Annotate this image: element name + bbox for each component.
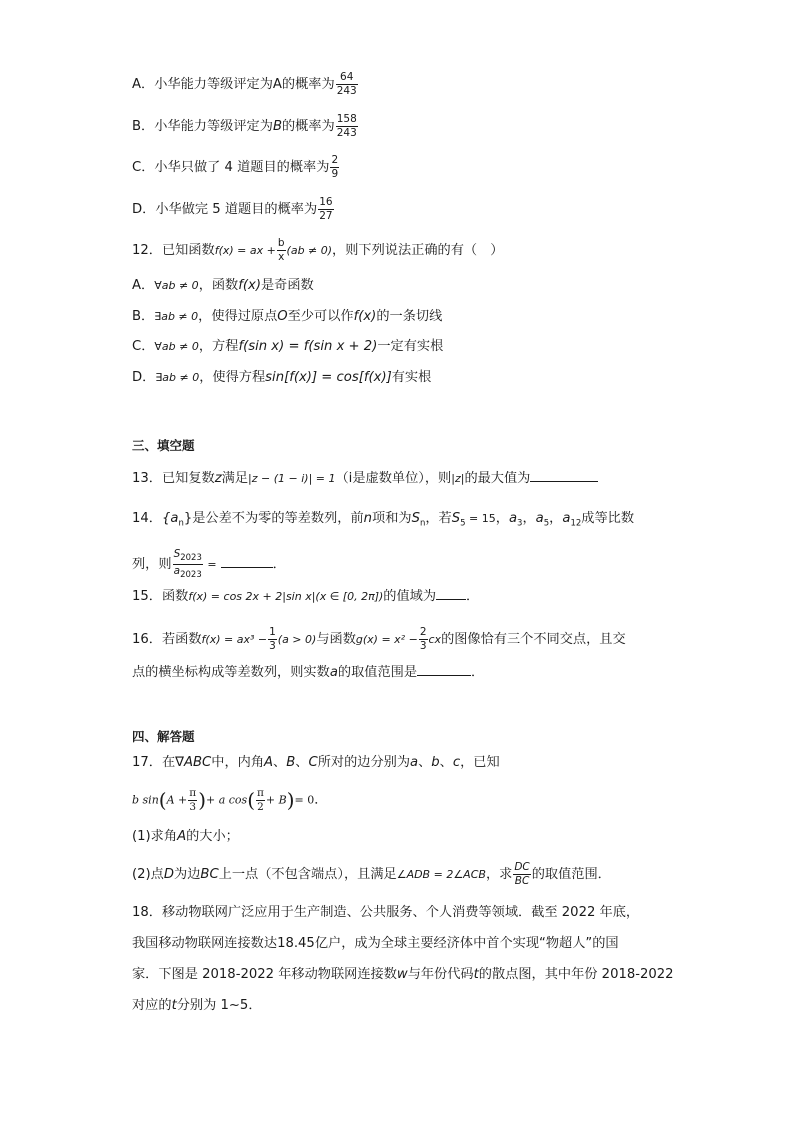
fraction: $\frac{2}{9}$	[331, 154, 339, 180]
q18-line3: 家．下图是 2018-2022 年移动物联网连接数w与年份代码t的散点图，其中年份 2018-2022	[132, 967, 674, 982]
fraction: $\frac{158}{243}$	[336, 113, 357, 139]
q11-option-c: C．小华只做了 4 道题目的概率为 $\frac{2}{9}$	[132, 154, 339, 180]
fraction: $\frac{2}{3}$	[419, 626, 427, 652]
answer-blank[interactable]	[221, 555, 273, 568]
fraction: $\frac{S_{2023}}{a_{2023}}$	[173, 548, 202, 580]
q15: 15．函数f(x) = cos 2x + 2|sin x|(x ∈ [0, 2π])的值域为 ．	[132, 589, 480, 604]
q13: 13．已知复数z满足|z − (1 − i)| = 1（i是虚数单位），则|z|的最大值为	[132, 469, 598, 488]
q12-option-a: A．∀ab ≠ 0，函数f(x)是奇函数	[132, 278, 314, 293]
q12-stem: 12．已知函数f(x) = ax + $\frac{b}{x}$ (ab ≠ 0)，则下列说法正确的有（ ）	[132, 237, 504, 263]
q11-option-b: B．小华能力等级评定为B的概率为 $\frac{158}{243}$	[132, 113, 357, 139]
fraction: $\frac{64}{243}$	[336, 71, 357, 97]
q18-line1: 18．移动物联网广泛应用于生产制造、公共服务、个人消费等领域．截至 2022 年底，	[132, 905, 640, 920]
q14-line1: 14．$\{a_n\}$是公差不为零的等差数列，前n项和为$S_n$，若$S_5 = 15$，$a_3$，$a_5$，$a_{12}$成等比数	[132, 511, 635, 529]
q14-line2: 列，则 $\frac{S_{2023}}{a_{2023}}$ = ．	[132, 548, 286, 580]
q18-line4: 对应的t分别为 1~5．	[132, 998, 262, 1013]
q16-line2: 点的横坐标构成等差数列，则实数a的取值范围是 ．	[132, 665, 485, 680]
fraction: $\frac{\pi}{3}$	[189, 787, 197, 813]
q17-equation: b sin(A + $\frac{\pi}{3}$ )+ a cos( $\frac{\pi}{2}$ + B)= 0．	[132, 787, 328, 813]
fraction: $\frac{16}{27}$	[319, 196, 333, 222]
q12-option-b: B．∃ab ≠ 0，使得过原点O至少可以作f(x)的一条切线	[132, 309, 443, 324]
fraction: $\frac{DC}{BC}$	[514, 861, 530, 887]
q12-option-d: D．∃ab ≠ 0，使得方程sin[f(x)] = cos[f(x)]有实根	[132, 370, 432, 385]
section-title-fill-in: 三、填空题	[132, 438, 195, 453]
q11-option-d: D．小华做完 5 道题目的概率为 $\frac{16}{27}$	[132, 196, 333, 222]
answer-blank[interactable]	[417, 663, 471, 676]
fraction: $\frac{1}{3}$	[269, 626, 276, 652]
q17-part2: (2)点D为边BC上一点（不包含端点），且满足∠ADB = 2∠ACB，求 $\frac{DC}{BC}$ 的取值范围．	[132, 861, 611, 887]
q17-line1: 17．在∇ABC中，内角A、B、C所对的边分别为a、b、c，已知	[132, 755, 500, 770]
q11-option-a: A．小华能力等级评定为A的概率为 $\frac{64}{243}$	[132, 71, 357, 97]
q12-option-c: C．∀ab ≠ 0，方程f(sin x) = f(sin x + 2)一定有实根	[132, 339, 444, 354]
fraction: $\frac{b}{x}$	[277, 237, 285, 263]
q18-line2: 我国移动物联网连接数达18.45亿户，成为全球主要经济体中首个实现“物超人”的国	[132, 936, 619, 951]
q17-part1: (1)求角A的大小；	[132, 829, 239, 844]
answer-blank[interactable]	[436, 587, 466, 600]
fraction: $\frac{\pi}{2}$	[257, 787, 264, 813]
q16-line1: 16．若函数f(x) = ax³ − $\frac{1}{3}$ (a > 0)与函数g(x) = x² − $\frac{2}{3}$ cx的图像恰有三个不同交点，且交	[132, 626, 626, 652]
answer-blank[interactable]	[530, 469, 598, 482]
section-title-solutions: 四、解答题	[132, 729, 195, 744]
